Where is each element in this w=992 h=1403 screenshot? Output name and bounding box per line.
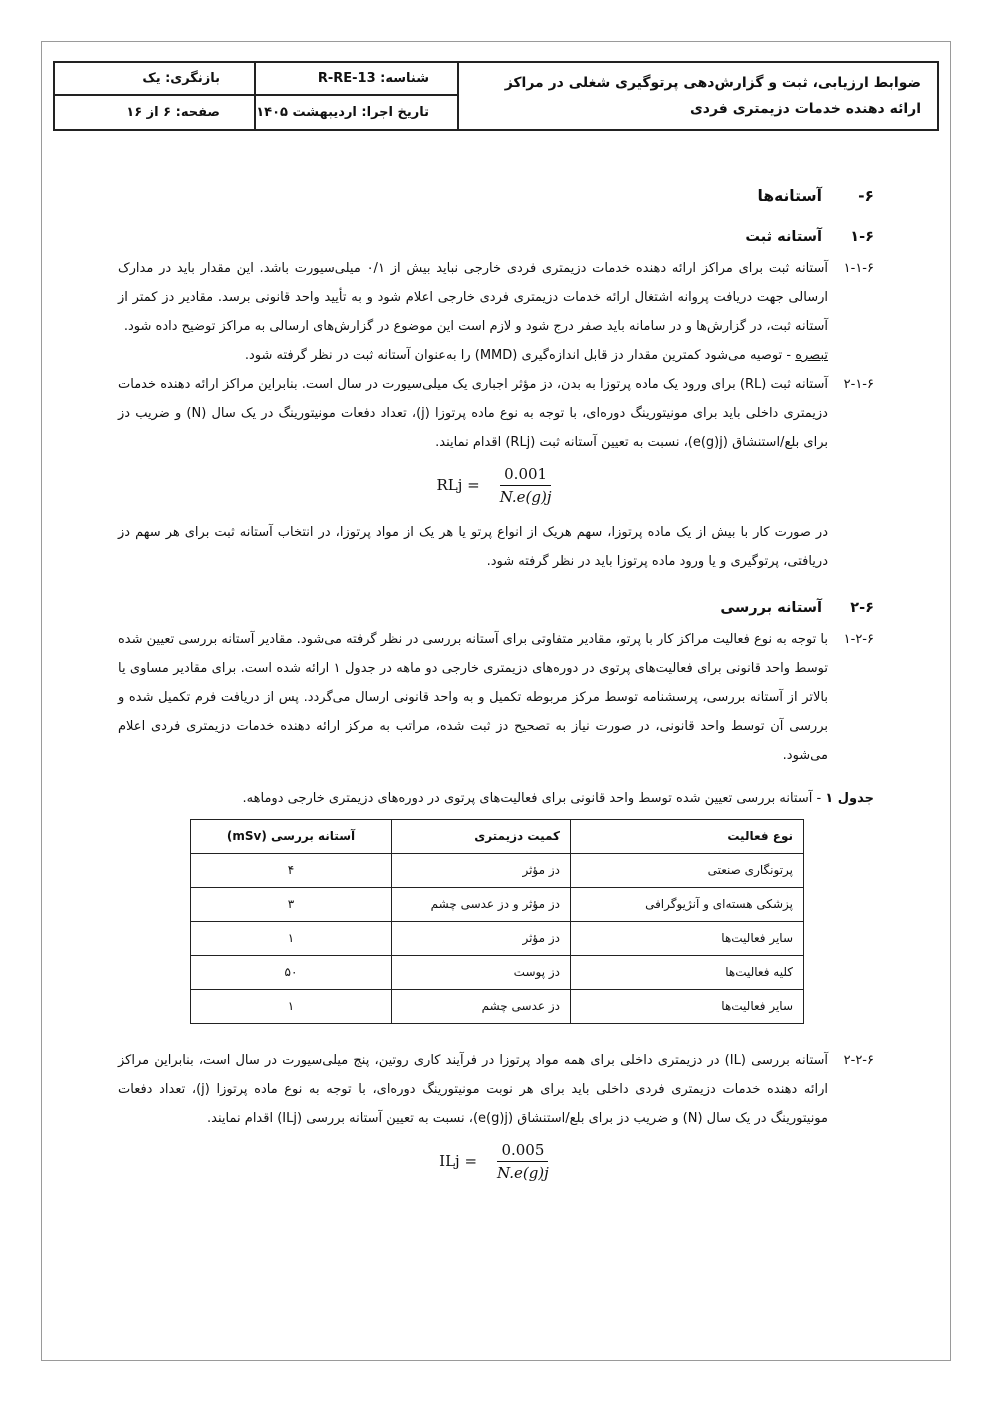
clause-number: ۲-۱-۶ bbox=[843, 377, 874, 392]
cell-activity: پزشکی هسته‌ای و آنژیوگرافی bbox=[571, 888, 804, 922]
clause-text: آستانه ثبت (RL) برای ورود یک ماده پرتوزا به بدن، دز مؤثر اجباری یک میلی‌سیورت در سال است. بنابراین مراکز ارائه دهنده خدمات دزیمتری داخلی باید برای مونیتورینگ دوره‌ای، با توجه به نوع ماده پرتوزا (j)، تعداد دفعات مونیتورینگ در یک سال (N) و ضریب دز برای بلع/استنشاق (e(g)j)، نسبت به تعیین آستانه ثبت (RLj) اقدام نمایند. bbox=[118, 377, 828, 450]
header-dose-quantity: کمیت دزیمتری bbox=[392, 820, 571, 854]
document-header bbox=[53, 61, 939, 131]
clause bbox=[118, 625, 874, 770]
table-row bbox=[191, 922, 804, 956]
document-body bbox=[118, 182, 874, 1194]
cell-threshold: ۱ bbox=[191, 922, 392, 956]
cell-activity: کلیه فعالیت‌ها bbox=[571, 956, 804, 990]
cell-activity: سایر فعالیت‌ها bbox=[571, 922, 804, 956]
cell-dose-quantity: دز مؤثر و دز عدسی چشم bbox=[392, 888, 571, 922]
note-label: تبصره bbox=[795, 348, 828, 363]
note bbox=[118, 341, 874, 370]
cell-dose-quantity: دز پوست bbox=[392, 956, 571, 990]
clause-number: ۱-۱-۶ bbox=[843, 261, 874, 276]
clause bbox=[118, 254, 874, 341]
formula-lhs: RLj = bbox=[436, 476, 480, 494]
table-caption-label: جدول ۱ bbox=[825, 791, 874, 806]
table-caption-text: - آستانه بررسی تعیین شده توسط واحد قانونی برای فعالیت‌های پرتوی در دوره‌های دزیمتری خارجی دوماهه. bbox=[242, 791, 826, 806]
title-line-1: ضوابط ارزیابی، ثبت و گزارش‌دهی پرتوگیری شغلی در مراکز bbox=[504, 75, 921, 91]
subsection-title: آستانه بررسی bbox=[720, 600, 822, 616]
cell-dose-quantity: دز مؤثر bbox=[392, 854, 571, 888]
table-row bbox=[191, 854, 804, 888]
document-title bbox=[457, 63, 937, 129]
section-number: ۶- bbox=[858, 187, 874, 205]
subsection-number: ۱-۶ bbox=[850, 229, 874, 245]
cell-activity: پرتونگاری صنعتی bbox=[571, 854, 804, 888]
formula-fraction bbox=[493, 1139, 553, 1184]
table-row bbox=[191, 956, 804, 990]
document-code: شناسه: R-RE-13 bbox=[254, 63, 457, 96]
formula-numerator: 0.001 bbox=[500, 463, 551, 486]
formula-lhs: ILj = bbox=[439, 1152, 478, 1170]
cell-dose-quantity: دز عدسی چشم bbox=[392, 990, 571, 1024]
table-row bbox=[191, 888, 804, 922]
cell-activity: سایر فعالیت‌ها bbox=[571, 990, 804, 1024]
clause-text: آستانه بررسی (IL) در دزیمتری داخلی برای همه مواد پرتوزا در فرآیند کاری روتین، پنج میلی‌سیورت در سال است، بنابراین مراکز ارائه دهنده خدمات دزیمتری فردی داخلی باید برای هر نوبت مونیتورینگ دوره‌ای، با توجه به نوع ماده پرتوزا (j)، تعداد دفعات مونیتورینگ در یک سال (N) و ضریب دز برای بلع/استنشاق (e(g)j)، نسبت به تعیین آستانه بررسی (ILj) اقدام نمایند. bbox=[118, 1053, 829, 1126]
header-activity: نوع فعالیت bbox=[571, 820, 804, 854]
table-caption bbox=[118, 784, 874, 813]
subsection-heading bbox=[118, 594, 874, 623]
revision: بازنگری: یک bbox=[55, 63, 254, 96]
subsection-title: آستانه ثبت bbox=[745, 229, 822, 245]
formula-rl bbox=[118, 463, 874, 508]
cell-threshold: ۵۰ bbox=[191, 956, 392, 990]
clause-number: ۲-۲-۶ bbox=[843, 1053, 874, 1068]
page-number: صفحه: ۶ از ۱۶ bbox=[126, 105, 220, 120]
note-text: - توصیه می‌شود کمترین مقدار دز قابل اندازه‌گیری (MMD) را به‌عنوان آستانه ثبت در نظر گرفته شود. bbox=[244, 348, 796, 363]
section-heading bbox=[118, 182, 874, 211]
clause-text: با توجه به نوع فعالیت مراکز کار با پرتو، مقادیر متفاوتی برای آستانه بررسی در نظر گرفته می‌شود. مقادیر آستانه بررسی تعیین شده توسط واحد قانونی برای فعالیت‌های پرتوی در دوره‌های دزیمتری خارجی دو ماهه در جدول ۱ ارائه شده است. برای مقادیر مساوی یا بالاتر از آستانه بررسی، پرسشنامه توسط مرکز مربوطه تکمیل و به واحد قانونی ارسال می‌گردد. پس از دریافت فرم تکمیل شده و بررسی آن توسط واحد قانونی، در صورت نیاز به تصحیح دز ثبت شده، مراتب به مرکز ارائه دهنده خدمات دزیمتری فردی اعلام می‌شود. bbox=[118, 632, 828, 763]
paragraph: در صورت کار با بیش از یک ماده پرتوزا، سهم هریک از انواع پرتو یا هر یک از مواد پرتوزا، در انتخاب آستانه ثبت برای هر سهم دز دریافتی، پرتوگیری و یا ورود ماده پرتوزا باید در نظر گرفته شود. bbox=[118, 525, 828, 569]
cell-dose-quantity: دز مؤثر bbox=[392, 922, 571, 956]
formula-denominator: N.e(g)j bbox=[497, 1164, 549, 1182]
clause bbox=[118, 370, 874, 457]
subsection-number: ۲-۶ bbox=[850, 600, 874, 616]
formula-numerator: 0.005 bbox=[497, 1139, 548, 1162]
formula-fraction bbox=[496, 463, 556, 508]
cell-threshold: ۱ bbox=[191, 990, 392, 1024]
header-threshold: آستانه بررسی (mSv) bbox=[191, 820, 392, 854]
clause bbox=[118, 1046, 874, 1133]
subsection-heading bbox=[118, 223, 874, 252]
effective-date: تاریخ اجرا: اردیبهشت ۱۴۰۵ bbox=[254, 96, 457, 129]
cell-threshold: ۴ bbox=[191, 854, 392, 888]
threshold-table bbox=[190, 819, 804, 1024]
table-row bbox=[191, 990, 804, 1024]
clause-number: ۱-۲-۶ bbox=[843, 632, 874, 647]
table-header-row bbox=[191, 820, 804, 854]
section-title: آستانه‌ها bbox=[757, 187, 822, 205]
clause-text: آستانه ثبت برای مراکز ارائه دهنده خدمات دزیمتری فردی خارجی نباید بیش از ۰/۱ میلی‌سیورت باشد. این مقدار باید در مدارک ارسالی جهت دریافت پروانه اشتغال ارائه خدمات دزیمتری فردی خارجی اعلام شود و به تأیید واحد قانونی برسد. مقادیر دز کمتر از آستانه ثبت، در گزارش‌ها و در سامانه باید صفر درج شود و لازم است این موضوع در گزارش‌های ارسالی به مراکز توضیح داده شود. bbox=[118, 261, 828, 334]
formula-denominator: N.e(g)j bbox=[499, 488, 552, 506]
cell-threshold: ۳ bbox=[191, 888, 392, 922]
formula-il bbox=[118, 1139, 874, 1184]
title-line-2: ارائه دهنده خدمات دزیمتری فردی bbox=[689, 101, 921, 117]
